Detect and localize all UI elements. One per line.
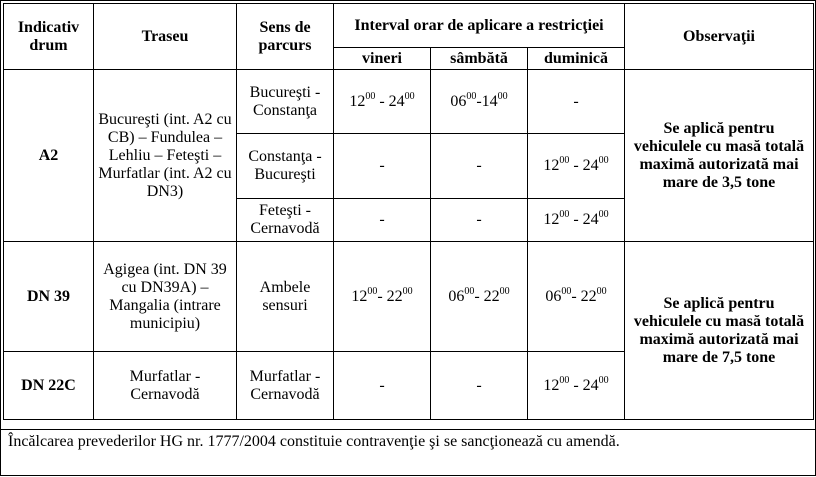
table-row <box>4 242 814 352</box>
minutes-sup: 00 <box>404 90 415 102</box>
header-vineri: vineri <box>334 48 431 70</box>
minutes-sup: 00 <box>402 285 413 297</box>
indicativ-dn22c: DN 22C <box>4 352 94 420</box>
sens-cell: Bucureşti - Constanţa <box>237 70 334 134</box>
indicativ-a2: A2 <box>4 70 94 242</box>
time-cell: - <box>334 199 431 242</box>
minutes-sup: 00 <box>559 209 570 220</box>
indicativ-dn39: DN 39 <box>4 242 94 352</box>
minutes-sup: 00 <box>499 285 510 297</box>
minutes-sup: 00 <box>598 374 609 386</box>
time-cell: - <box>334 134 431 199</box>
footnote-text: Încălcarea prevederilor HG nr. 1777/2004 constituie contravenţie şi se sancţionează cu amendă. <box>8 433 620 450</box>
header-indicativ: Indicativ drum <box>4 4 94 70</box>
header-traseu: Traseu <box>94 4 237 70</box>
observatii-a2: Se aplică pentru vehiculele cu masă totală maximă autorizată mai mare de 3,5 tone <box>625 70 814 242</box>
header-observatii: Observaţii <box>625 4 814 70</box>
time-cell: $06^{00}-$ $22^{00}$ <box>431 242 528 352</box>
traseu-a2: Bucureşti (int. A2 cu CB) – Fundulea – Lehliu – Feteşti – Murfatlar (int. A2 cu DN3) <box>94 70 237 242</box>
traseu-dn39: Agigea (int. DN 39 cu DN39A) – Mangalia (intrare municipiu) <box>94 242 237 352</box>
time-cell: $12^{00} - 24^{00}$ <box>528 199 625 242</box>
restrictions-table <box>3 3 814 420</box>
time-cell: - <box>431 199 528 242</box>
minutes-sup: 00 <box>464 285 475 297</box>
time-cell: $12^{00} - 24^{00}$ <box>334 70 431 134</box>
time-cell: $12^{00} - 24^{00}$ <box>528 134 625 199</box>
header-row <box>4 4 814 48</box>
sens-cell: Feteşti - Cernavodă <box>237 199 334 242</box>
minutes-sup: 00 <box>365 90 376 102</box>
time-cell: - <box>528 70 625 134</box>
sens-cell: Murfatlar - Cernavodă <box>237 352 334 420</box>
header-sambata: sâmbătă <box>431 48 528 70</box>
sens-cell: Ambele sensuri <box>237 242 334 352</box>
minutes-sup: 00 <box>559 155 570 166</box>
time-cell: $06^{00}-14^{00}$ <box>431 70 528 134</box>
observatii-dn: Se aplică pentru vehiculele cu masă totală maximă autorizată mai mare de 7,5 tone <box>625 242 814 420</box>
header-interval: Interval orar de aplicare a restricţiei <box>334 4 625 48</box>
minutes-sup: 00 <box>596 285 607 297</box>
minutes-sup: 00 <box>497 90 508 102</box>
time-cell: - <box>334 352 431 420</box>
traseu-dn22c: Murfatlar - Cernavodă <box>94 352 237 420</box>
time-cell: - <box>431 134 528 199</box>
sens-cell: Constanţa - Bucureşti <box>237 134 334 199</box>
time-cell: $12^{00}-$ $22^{00}$ <box>334 242 431 352</box>
minutes-sup: 00 <box>598 209 609 220</box>
header-duminica: duminică <box>528 48 625 70</box>
time-cell: $12^{00} - 24^{00}$ <box>528 352 625 420</box>
minutes-sup: 00 <box>559 374 570 386</box>
minutes-sup: 00 <box>598 155 609 166</box>
minutes-sup: 00 <box>561 285 572 297</box>
minutes-sup: 00 <box>466 90 477 102</box>
time-cell: $06^{00}-$ $22^{00}$ <box>528 242 625 352</box>
table-row <box>4 70 814 134</box>
minutes-sup: 00 <box>367 285 378 297</box>
footnote <box>1 429 816 477</box>
time-cell: - <box>431 352 528 420</box>
header-sens: Sens de parcurs <box>237 4 334 70</box>
